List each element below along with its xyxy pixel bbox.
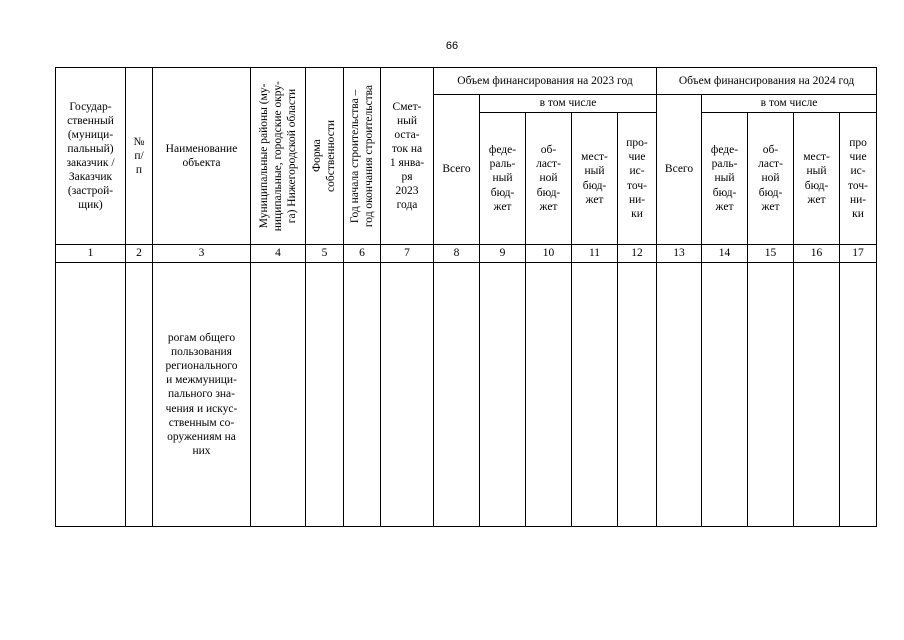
col-num: 17	[840, 245, 877, 263]
header-regional-2024: об- ласт- ной бюд- жет	[748, 113, 794, 245]
col-num: 4	[251, 245, 306, 263]
col-num: 16	[794, 245, 840, 263]
table-row	[56, 263, 877, 527]
cell-total-2023	[434, 263, 480, 527]
header-estimate-balance: Смет- ный оста- ток на 1 янва- ря 2023 года	[381, 68, 434, 245]
header-object-name: Наименование объекта	[153, 68, 251, 245]
col-num: 15	[748, 245, 794, 263]
cell-local-2024	[794, 263, 840, 527]
col-num: 11	[572, 245, 618, 263]
header-local-2024: мест- ный бюд- жет	[794, 113, 840, 245]
cell-total-2024	[657, 263, 702, 527]
cell-ownership	[306, 263, 344, 527]
cell-regional-2024	[748, 263, 794, 527]
cell-district	[251, 263, 306, 527]
col-num: 12	[618, 245, 657, 263]
header-number: № п/ п	[126, 68, 153, 245]
column-number-row	[56, 245, 877, 263]
col-num: 13	[657, 245, 702, 263]
header-years: Год начала строительства – год окончания строительства	[344, 68, 381, 245]
cell-regional-2023	[526, 263, 572, 527]
col-num: 2	[126, 245, 153, 263]
col-num: 8	[434, 245, 480, 263]
col-num: 6	[344, 245, 381, 263]
col-num: 5	[306, 245, 344, 263]
col-num: 14	[702, 245, 748, 263]
col-num: 3	[153, 245, 251, 263]
col-num: 9	[480, 245, 526, 263]
col-num: 1	[56, 245, 126, 263]
cell-federal-2024	[702, 263, 748, 527]
header-including-2024: в том числе	[702, 95, 877, 113]
cell-other-2024	[840, 263, 877, 527]
header-other-2023: про- чие ис- точ- ни- ки	[618, 113, 657, 245]
cell-years	[344, 263, 381, 527]
cell-number	[126, 263, 153, 527]
page-number: 66	[445, 40, 459, 52]
header-customer: Государ- ственный (муници- пальный) заказчик / Заказчик (застрой- щик)	[56, 68, 126, 245]
header-regional-2023: об- ласт- ной бюд- жет	[526, 113, 572, 245]
cell-estimate	[381, 263, 434, 527]
header-total-2023: Всего	[434, 95, 480, 245]
financing-table	[55, 67, 877, 527]
cell-customer	[56, 263, 126, 527]
header-including-2023: в том числе	[480, 95, 657, 113]
header-federal-2024: феде- раль- ный бюд- жет	[702, 113, 748, 245]
header-financing-2024: Объем финансирования на 2024 год	[657, 68, 877, 95]
header-federal-2023: феде- раль- ный бюд- жет	[480, 113, 526, 245]
cell-object-name: рогам общего пользования регионального и межмуници- пального зна- чения и искус- ственным со- оружениям на них	[153, 263, 251, 527]
cell-other-2023	[618, 263, 657, 527]
header-financing-2023: Объем финансирования на 2023 год	[434, 68, 657, 95]
header-total-2024: Всего	[657, 95, 702, 245]
header-local-2023: мест- ный бюд- жет	[572, 113, 618, 245]
cell-federal-2023	[480, 263, 526, 527]
col-num: 10	[526, 245, 572, 263]
header-ownership: Форма собственности	[306, 68, 344, 245]
header-districts: Муниципальные районы (му- ниципальные, городские окру- га) Нижегородской области	[251, 68, 306, 245]
cell-local-2023	[572, 263, 618, 527]
header-other-2024: про чие ис- точ- ни- ки	[840, 113, 877, 245]
col-num: 7	[381, 245, 434, 263]
